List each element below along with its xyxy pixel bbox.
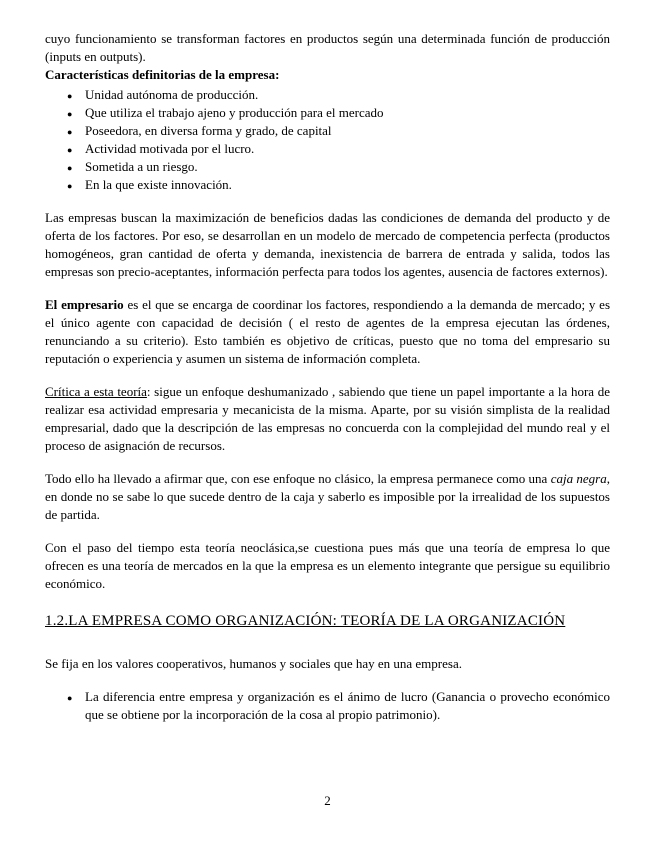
paragraph-neoclasica: Con el paso del tiempo esta teoría neoclásica,se cuestiona pues más que una teoría de empresa lo que ofrecen es una teoría de mercados en la que la empresa es un elemento integrante que persigue su equilibrio económico.	[45, 540, 610, 591]
list-item: ● Unidad autónoma de producción.	[85, 86, 610, 104]
critica-body: : sigue un enfoque deshumanizado , sabiendo que tiene un papel importante a la hora de realizar esa actividad empresaria y mecanicista de la misma. Aparte, por su visión simplista de la realidad empresarial, dado que la descripción de las empresas no concuerda con la complejidad del mundo real y el proceso de asignación de recursos.	[45, 384, 610, 453]
caja-negra-term: caja negra	[550, 471, 607, 486]
list-item: ● Que utiliza el trabajo ajeno y producción para el mercado	[85, 104, 610, 122]
list-item: ● La diferencia entre empresa y organización es el ánimo de lucro (Ganancia o provecho económico que se obtiene por la incorporación de la cosa al propio patrimonio).	[85, 688, 610, 724]
paragraph-critica	[45, 383, 610, 455]
empresario-bold-lead: El empresario	[45, 297, 124, 312]
critica-underlined-lead: Crítica a esta teoría	[45, 384, 147, 399]
section-heading-1-2: 1.2.LA EMPRESA COMO ORGANIZACIÓN: TEORÍA DE LA ORGANIZACIÓN	[45, 613, 566, 629]
caracteristicas-list	[45, 86, 610, 194]
page-number: 2	[324, 793, 331, 808]
empresario-body: es el que se encarga de coordinar los factores, respondiendo a la demanda de mercado; y es el único agente con capacidad de decisión ( el resto de agentes de la empresa ejecutan las órdenes, renunciando a su criterio). Esto también es objetivo de críticas, puesto que no toma del empresario su reputación o experiencia y asumen un sistema de información completa.	[45, 297, 611, 366]
paragraph-empresario	[45, 296, 610, 368]
list-item: ● En la que existe innovación.	[85, 176, 610, 194]
paragraph-empresas: Las empresas buscan la maximización de beneficios dadas las condiciones de demanda del producto y de oferta de los factores. Por eso, se desarrollan en un modelo de mercado de competencia perfecta (productos homogéneos, gran cantidad de oferta y demanda, inexistencia de barrera de entrada y salida, todos las empresas son precio-aceptantes, información perfecta para todos los agentes, ausencia de factores externos).	[45, 210, 610, 279]
caja-negra-post: , en donde no se sabe lo que sucede dentro de la caja y saberlo es imposible por la irrealidad de los supuestos de partida.	[45, 471, 610, 522]
list-item: ● Poseedora, en diversa forma y grado, de capital	[85, 122, 610, 140]
caja-negra-pre: Todo ello ha llevado a afirmar que, con ese enfoque no clásico, la empresa permanece como una	[45, 471, 551, 486]
list-item: ● Actividad motivada por el lucro.	[85, 140, 610, 158]
paragraph-sefija: Se fija en los valores cooperativos, humanos y sociales que hay en una empresa.	[45, 656, 462, 671]
paragraph-caja-negra	[45, 470, 610, 524]
caracteristicas-heading: Características definitorias de la empresa:	[45, 67, 280, 82]
paragraph-intro: cuyo funcionamiento se transforman factores en productos según una determinada función de producción (inputs en outputs).	[45, 31, 610, 64]
list-item: ● Sometida a un riesgo.	[85, 158, 610, 176]
organizacion-list	[45, 688, 610, 724]
